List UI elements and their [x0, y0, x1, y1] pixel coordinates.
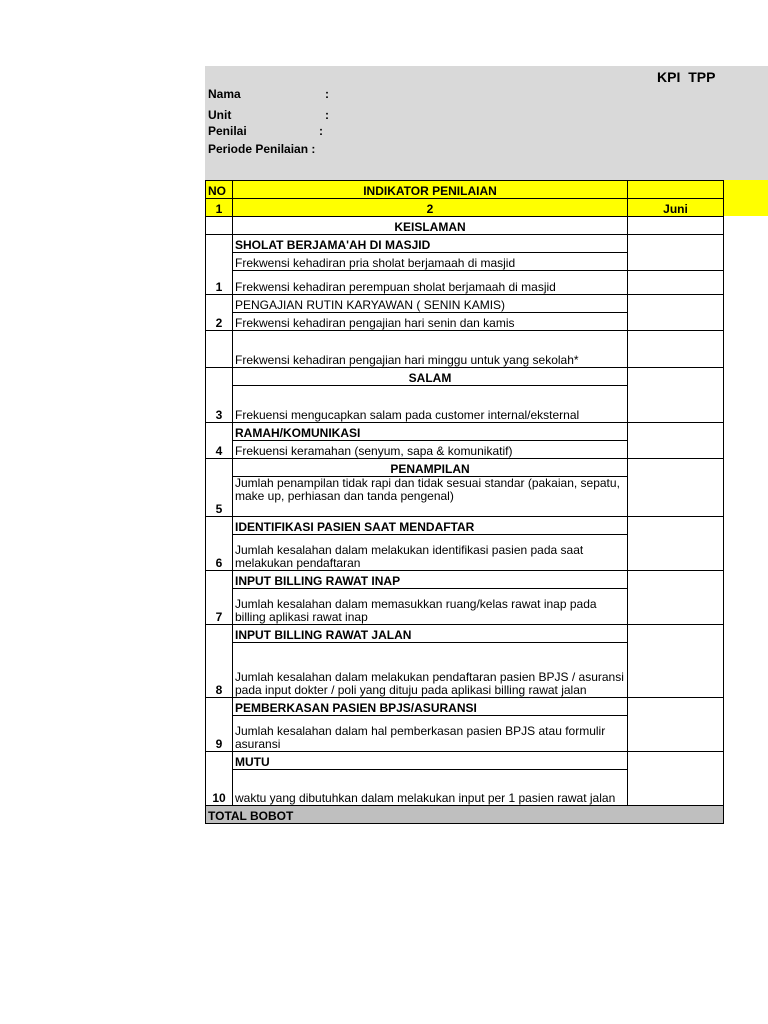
- indicator-title: PEMBERKASAN PASIEN BPJS/ASURANSI: [233, 698, 628, 716]
- meta-nama: [208, 87, 329, 101]
- indicator-title: SALAM: [233, 368, 628, 386]
- indicator-title: MUTU: [233, 752, 628, 770]
- value-cell[interactable]: [628, 331, 724, 368]
- indicator-title: PENGAJIAN RUTIN KARYAWAN ( SENIN KAMIS): [233, 295, 628, 313]
- header-indikator: INDIKATOR PENILAIAN: [233, 181, 628, 199]
- total-row: [206, 806, 724, 824]
- table-row: [206, 331, 724, 368]
- row-number: 2: [206, 295, 233, 331]
- meta-penilai: [208, 124, 323, 138]
- table-row: [206, 625, 724, 643]
- table-header-row: [206, 181, 724, 199]
- indicator-text: Frekwensi kehadiran pengajian hari senin dan kamis: [233, 313, 628, 331]
- meta-nama-label: Nama: [208, 87, 241, 101]
- indicator-title: RAMAH/KOMUNIKASI: [233, 423, 628, 441]
- indicator-text: Jumlah kesalahan dalam melakukan identifikasi pasien pada saat melakukan pendaftaran: [233, 535, 628, 571]
- value-cell[interactable]: [628, 459, 724, 517]
- row-number: 6: [206, 517, 233, 571]
- indicator-text: Jumlah penampilan tidak rapi dan tidak sesuai standar (pakaian, sepatu, make up, perhiasan dan tanda pengenal): [233, 477, 628, 517]
- meta-unit-colon: :: [325, 108, 329, 122]
- indicator-text: Frekuensi mengucapkan salam pada customer internal/eksternal: [233, 386, 628, 423]
- indicator-text: waktu yang dibutuhkan dalam melakukan input per 1 pasien rawat jalan: [233, 770, 628, 806]
- value-cell[interactable]: [628, 625, 724, 698]
- indicator-text: Frekwensi kehadiran pria sholat berjamaah di masjid: [233, 253, 628, 271]
- meta-periode: [208, 142, 315, 156]
- indicator-text: Frekwensi kehadiran perempuan sholat berjamaah di masjid: [233, 271, 628, 295]
- section-value-cell: [628, 217, 724, 235]
- row-number: 5: [206, 459, 233, 517]
- row-number: 4: [206, 423, 233, 459]
- meta-penilai-label: Penilai: [208, 124, 247, 138]
- meta-nama-colon: :: [325, 87, 329, 101]
- meta-penilai-colon: :: [319, 124, 323, 138]
- indicator-title: IDENTIFIKASI PASIEN SAAT MENDAFTAR: [233, 517, 628, 535]
- row-number: 10: [206, 752, 233, 806]
- table-subheader-row: [206, 199, 724, 217]
- value-cell[interactable]: [628, 571, 724, 625]
- indicator-text: Jumlah kesalahan dalam memasukkan ruang/kelas rawat inap pada billing aplikasi rawat inap: [233, 589, 628, 625]
- total-label: TOTAL BOBOT: [206, 806, 628, 824]
- table-row: [206, 423, 724, 441]
- value-cell[interactable]: [628, 235, 724, 271]
- row-number: 1: [206, 235, 233, 295]
- table-row: [206, 368, 724, 386]
- meta-unit: [208, 108, 329, 122]
- indicator-text: Frekuensi keramahan (senyum, sapa & komunikatif): [233, 441, 628, 459]
- row-number: 9: [206, 698, 233, 752]
- indicator-text: Frekwensi kehadiran pengajian hari minggu untuk yang sekolah*: [233, 331, 628, 368]
- meta-unit-label: Unit: [208, 108, 232, 122]
- meta-periode-colon: :: [311, 142, 316, 156]
- header-no: NO: [206, 181, 233, 199]
- indicator-title: SHOLAT BERJAMA'AH DI MASJID: [233, 235, 628, 253]
- row-number-empty: [206, 331, 233, 368]
- meta-periode-label: Periode Penilaian: [208, 142, 309, 156]
- section-row: [206, 217, 724, 235]
- value-cell[interactable]: [628, 368, 724, 423]
- yellow-header-extension: [724, 180, 768, 216]
- value-cell[interactable]: [628, 423, 724, 459]
- indicator-text: Jumlah kesalahan dalam hal pemberkasan pasien BPJS atau formulir asuransi: [233, 716, 628, 752]
- document-title: KPI TPP: [657, 69, 716, 85]
- value-cell[interactable]: [628, 271, 724, 295]
- value-cell[interactable]: [628, 752, 724, 806]
- row-number: 8: [206, 625, 233, 698]
- value-cell[interactable]: [628, 517, 724, 571]
- table-row: [206, 752, 724, 770]
- table-row: [206, 698, 724, 716]
- table-row: [206, 459, 724, 477]
- table-row: [206, 271, 724, 295]
- kpi-table: [205, 180, 724, 824]
- total-value[interactable]: [628, 806, 724, 824]
- table-row: [206, 571, 724, 589]
- indicator-title: PENAMPILAN: [233, 459, 628, 477]
- section-label: KEISLAMAN: [233, 217, 628, 235]
- value-cell[interactable]: [628, 698, 724, 752]
- table-row: [206, 295, 724, 313]
- indicator-title: INPUT BILLING RAWAT INAP: [233, 571, 628, 589]
- subheader-no: 1: [206, 199, 233, 217]
- indicator-text: Jumlah kesalahan dalam melakukan pendaftaran pasien BPJS / asuransi pada input dokter / poli yang dituju pada aplikasi billing rawat jalan: [233, 643, 628, 698]
- table-row: [206, 517, 724, 535]
- section-no-cell: [206, 217, 233, 235]
- subheader-indikator: 2: [233, 199, 628, 217]
- value-cell[interactable]: [628, 295, 724, 331]
- indicator-title: INPUT BILLING RAWAT JALAN: [233, 625, 628, 643]
- table-row: [206, 235, 724, 253]
- subheader-month: Juni: [628, 199, 724, 217]
- row-number: 7: [206, 571, 233, 625]
- header-value: [628, 181, 724, 199]
- row-number: 3: [206, 368, 233, 423]
